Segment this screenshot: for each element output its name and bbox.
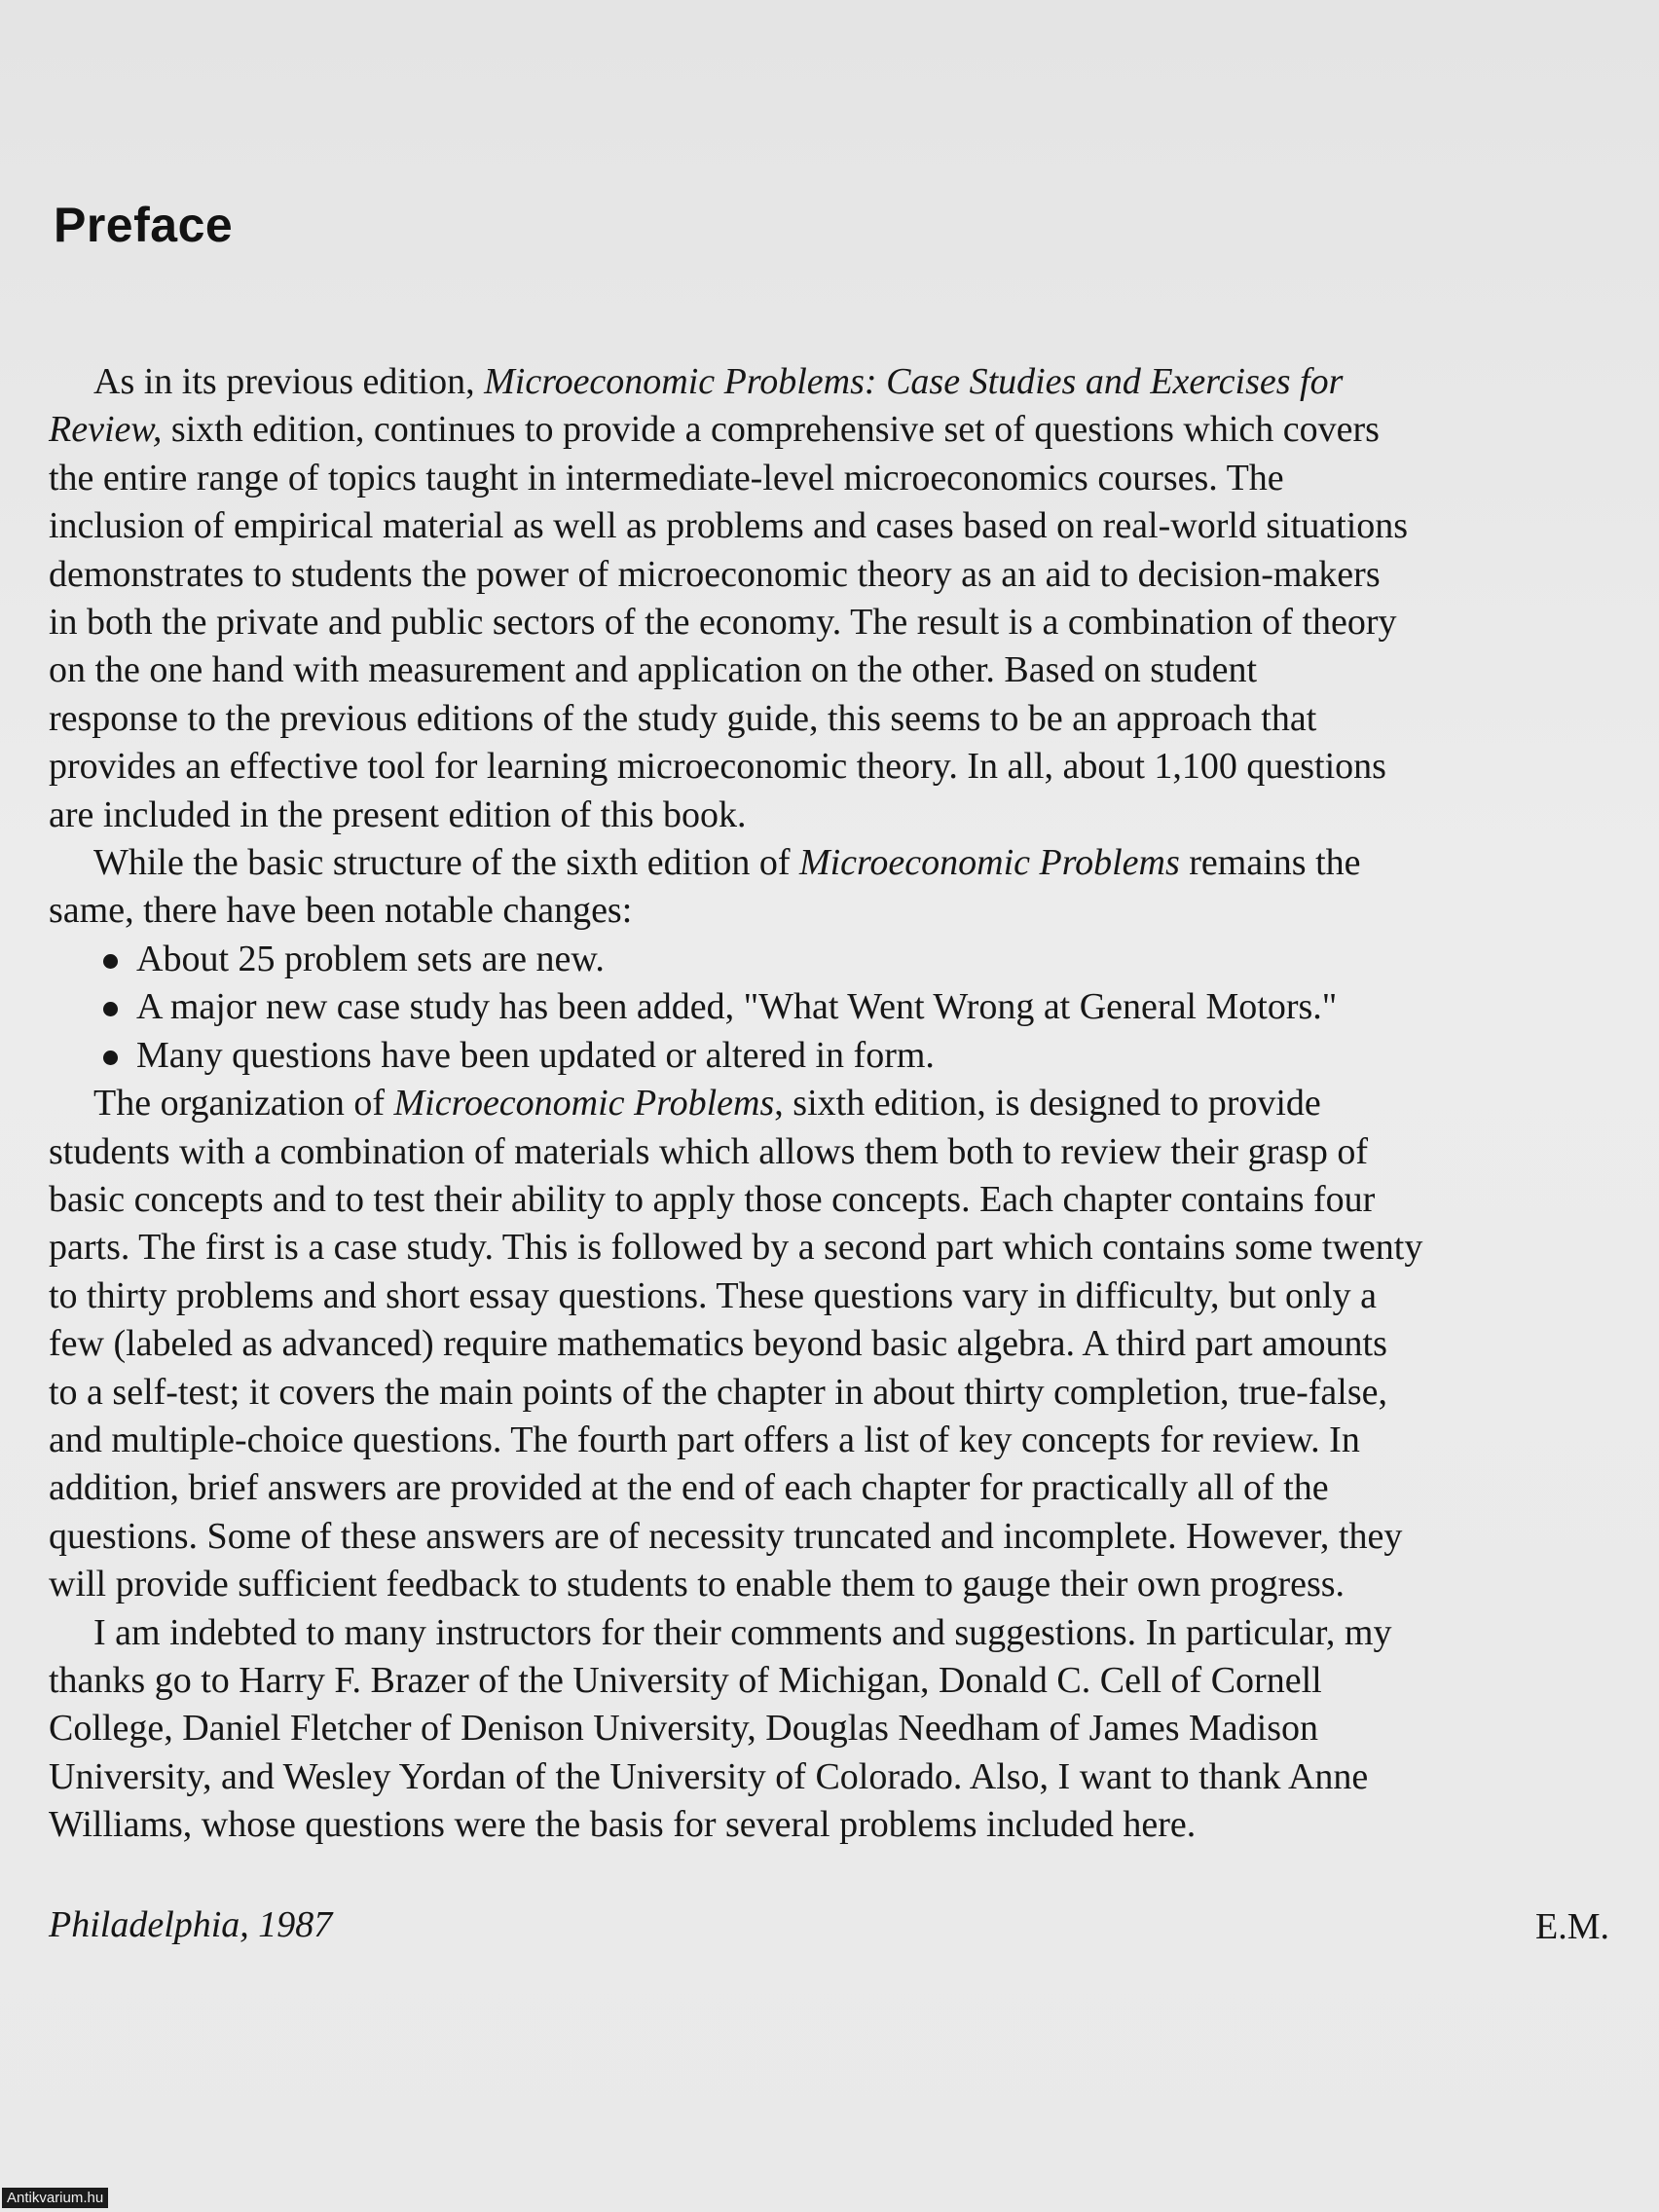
text-line: and multiple-choice questions. The fourth part offers a list of key concepts for review. In <box>49 1419 1360 1460</box>
book-title-italic: Review, <box>49 409 163 451</box>
text-line: in both the private and public sectors of the economy. The result is a combination of theory <box>49 602 1397 644</box>
text-line: the entire range of topics taught in intermediate-level microeconomics courses. The <box>49 457 1284 498</box>
place-date: Philadelphia, 1987 <box>49 1904 333 1945</box>
text-line: The organization of Microeconomic Problems, sixth edition, is designed to provide <box>93 1083 1321 1124</box>
text-line: basic concepts and to test their ability to apply those concepts. Each chapter contains four <box>49 1178 1376 1220</box>
bullet-icon <box>103 954 118 969</box>
list-item-text: A major new case study has been added, "What Went Wrong at General Motors." <box>136 986 1338 1028</box>
text-line: demonstrates to students the power of microeconomic theory as an aid to decision-makers <box>49 553 1381 595</box>
text-line: on the one hand with measurement and application on the other. Based on student <box>49 649 1258 691</box>
text-line: parts. The first is a case study. This is followed by a second part which contains some twenty <box>49 1227 1423 1269</box>
text-line: to a self-test; it covers the main points of the chapter in about thirty completion, true-false, <box>49 1371 1387 1413</box>
author-initials: E.M. <box>1535 1906 1609 1947</box>
text-line: provides an effective tool for learning microeconomic theory. In all, about 1,100 questions <box>49 746 1386 788</box>
text-line: As in its previous edition, Microeconomic Problems: Case Studies and Exercises for <box>93 361 1344 402</box>
list-item-text: Many questions have been updated or altered in form. <box>136 1034 935 1076</box>
list-item <box>49 936 1606 983</box>
paragraph-3 <box>49 1080 1606 1608</box>
book-title-italic: Microeconomic Problems: Case Studies and Exercises for <box>484 361 1344 402</box>
text-line: Review, sixth edition, continues to provide a comprehensive set of questions which covers <box>49 409 1380 451</box>
text-line: students with a combination of materials which allows them both to review their grasp of <box>49 1130 1369 1172</box>
text-line: thanks go to Harry F. Brazer of the University of Michigan, Donald C. Cell of Cornell <box>49 1659 1322 1701</box>
paragraph-1 <box>49 358 1606 839</box>
text-line: to thirty problems and short essay questions. These questions vary in difficulty, but only a <box>49 1274 1377 1316</box>
watermark: Antikvarium.hu <box>2 2188 108 2208</box>
paragraph-2 <box>49 839 1606 936</box>
page-title: Preface <box>54 198 234 252</box>
text-line: will provide sufficient feedback to students to enable them to gauge their own progress. <box>49 1564 1346 1605</box>
text-line: few (labeled as advanced) require mathematics beyond basic algebra. A third part amounts <box>49 1323 1387 1365</box>
text-line: I am indebted to many instructors for their comments and suggestions. In particular, my <box>93 1611 1392 1653</box>
text-line: University, and Wesley Yordan of the University of Colorado. Also, I want to thank Anne <box>49 1755 1369 1797</box>
text-line: same, there have been notable changes: <box>49 890 633 932</box>
text-line: Williams, whose questions were the basis for several problems included here. <box>49 1804 1197 1846</box>
list-item <box>49 1032 1606 1080</box>
book-title-italic: Microeconomic Problems <box>798 842 1180 884</box>
changes-list <box>49 936 1606 1080</box>
preface-body <box>49 358 1606 1850</box>
list-item <box>49 983 1606 1031</box>
bullet-icon <box>103 1051 118 1065</box>
list-item-text: About 25 problem sets are new. <box>136 938 605 979</box>
text-line: inclusion of empirical material as well as problems and cases based on real-world situations <box>49 505 1409 547</box>
text-line: questions. Some of these answers are of necessity truncated and incomplete. However, they <box>49 1515 1403 1557</box>
text-line: response to the previous editions of the study guide, this seems to be an approach that <box>49 697 1317 739</box>
book-title-italic: Microeconomic Problems <box>393 1083 775 1124</box>
text-line: College, Daniel Fletcher of Denison University, Douglas Needham of James Madison <box>49 1708 1319 1750</box>
paragraph-4 <box>49 1609 1606 1850</box>
text-line: addition, brief answers are provided at the end of each chapter for practically all of the <box>49 1467 1329 1509</box>
text-line: are included in the present edition of this book. <box>49 793 747 835</box>
text-line: While the basic structure of the sixth edition of Microeconomic Problems remains the <box>93 842 1361 884</box>
